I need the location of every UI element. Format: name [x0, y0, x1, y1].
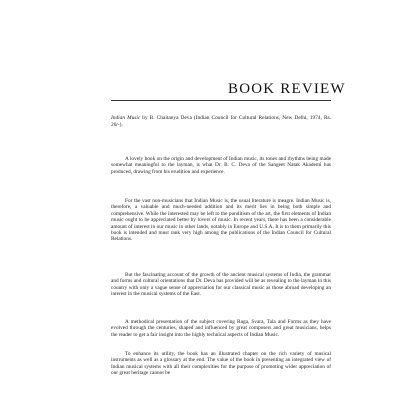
- review-paragraph: To enhance its utility, the book has an illustrated chapter on the rich variety of musical instruments as well as a glossary at the end. The value of the book in presenting an integrated view of Indian musical systems with all their complexities for the purpose of promoting wider appreciation of our great heritage cannot be: [111, 351, 331, 377]
- citation-details: by B. Chaitanya Deva (Indian Council for Cultural Relations, New Delhi, 1974, Rs. 20/-).: [111, 115, 331, 128]
- book-title: Indian Music: [111, 115, 141, 121]
- review-paragraph: For the vast non-musicians that Indian Music is, the usual literature is meagre. Indian Music is, therefore, a valuable and much-needed addition and its merit lies in being both simple and comprehensive. While the interested may be left to the punditism of the art, the first elements of Indian music ought to be appreciated better by lovers of music. In recent years, there has been a considerable amount of interest in our music in other lands, notably in Europe and U.S.A. It is to them primarily this book is intended and must rank very high among the publications of the Indian Council for Cultural Relations.: [111, 198, 331, 243]
- heading-rule: [111, 100, 331, 101]
- review-paragraph: A lovely book on the origin and development of Indian music, its tones and rhythms being made somewhat meaningful to the layman, is what Dr. B. C. Deva of the Sangeet Natak Akademi has produced, drawing from his erudition and experience.: [111, 156, 331, 175]
- book-citation: [111, 115, 331, 128]
- review-paragraph: But the fascinating account of the growth of the ancient musical systems of India, the grammar and forms and cultural orientations that Dr. Deva has provided will be as revealing to the layman in this country with only a vague sense of appreciation for our classical music as those abroad developing an interest in the musical systems of the East.: [111, 272, 331, 298]
- page-heading: BOOK REVIEW: [228, 81, 346, 97]
- review-paragraph: A methodical presentation of the subject covering Raga, Svara, Tala and Forms as they have evolved through the centuries, shaped and influenced by great composers and great musicians, helps the reader to get a fair insight into the highly technical aspects of Indian Music.: [111, 319, 331, 338]
